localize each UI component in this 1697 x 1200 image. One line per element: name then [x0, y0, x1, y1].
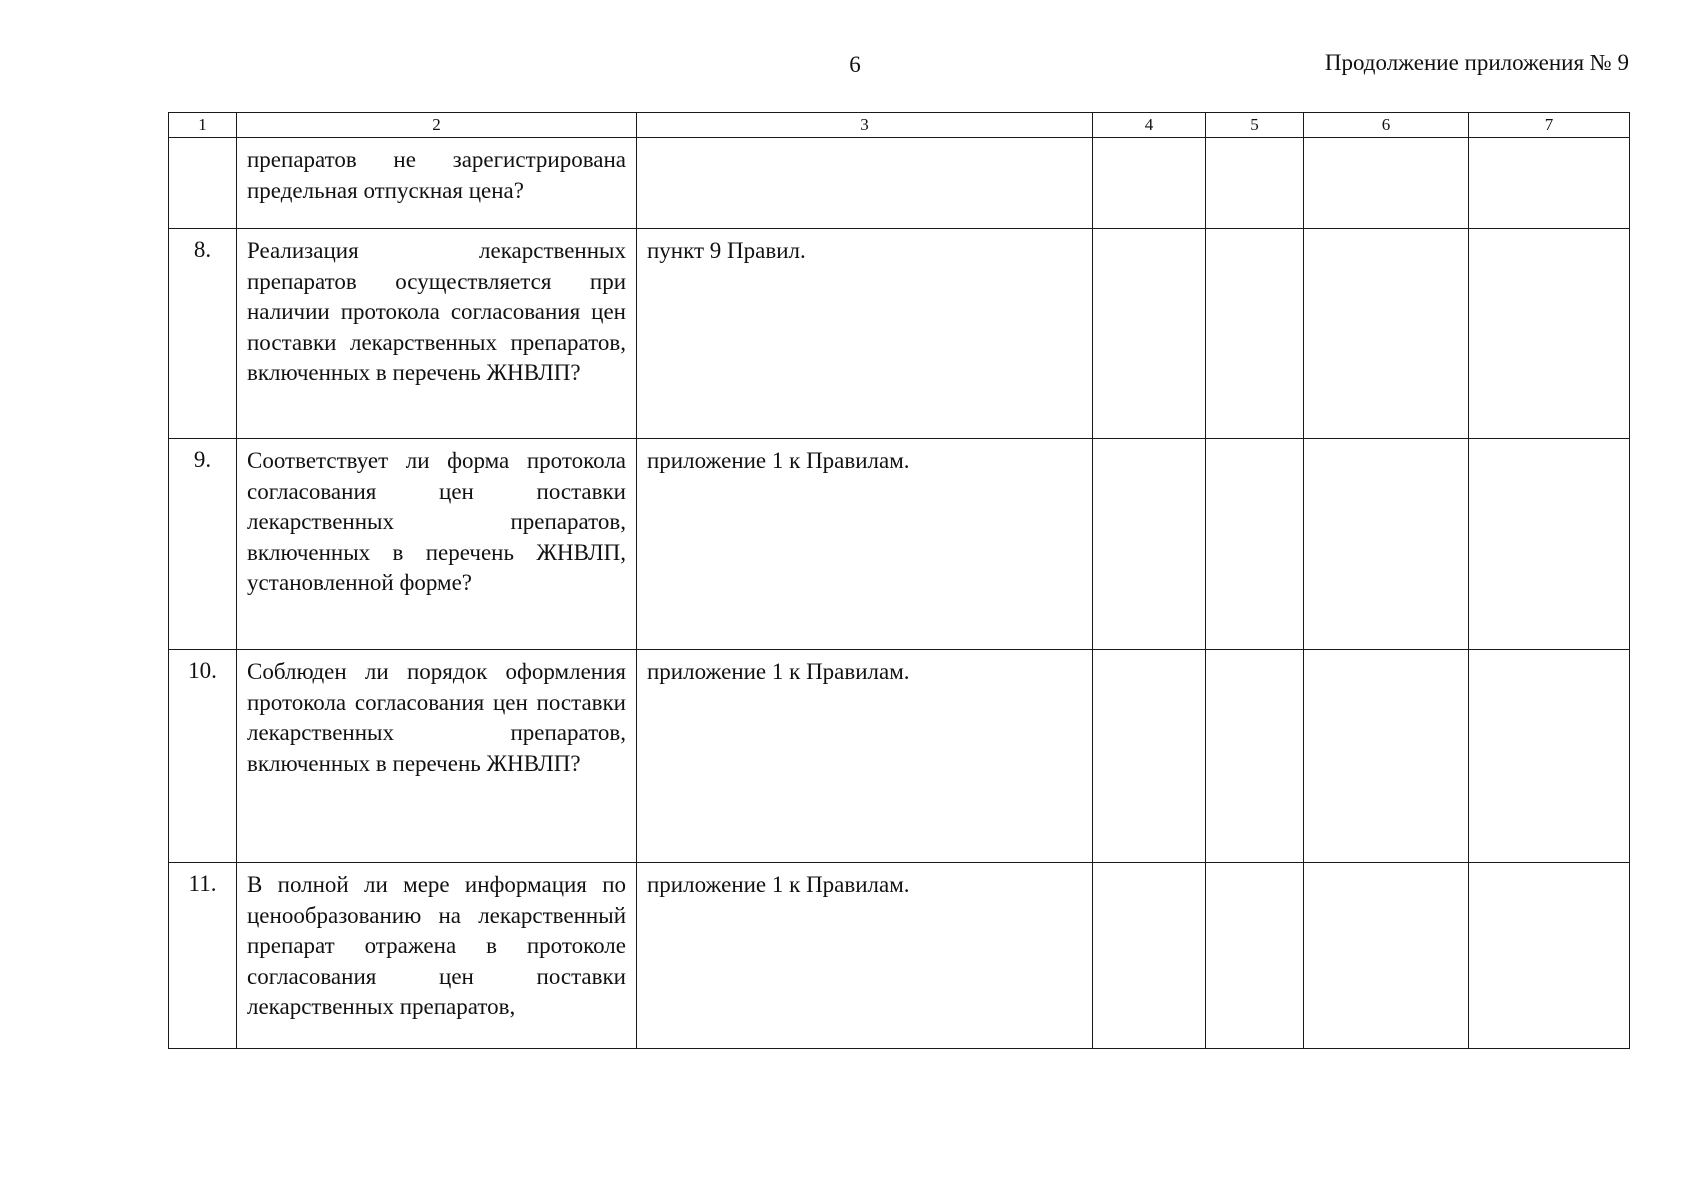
column-header-2: 2 — [237, 113, 637, 138]
reference-cell: приложение 1 к Правилам. — [637, 439, 1093, 650]
reference-cell — [637, 138, 1093, 229]
column-5-cell — [1206, 439, 1304, 650]
table-row — [169, 138, 1630, 229]
question-cell — [237, 229, 637, 439]
column-4-cell — [1093, 439, 1206, 650]
table-row — [169, 229, 1630, 439]
question-text: Соблюден ли порядок оформления протокола согласования цен поставки лекарственных препаратов, включенных в перечень ЖНВЛП? — [247, 659, 626, 776]
column-5-cell — [1206, 138, 1304, 229]
reference-cell: приложение 1 к Правилам. — [637, 650, 1093, 863]
question-text: В полной ли мере информация по ценообразованию на лекарственный препарат отражена в протоколе согласования цен поставки лекарственных препаратов, — [247, 872, 626, 1019]
column-6-cell — [1304, 138, 1469, 229]
table-row — [169, 650, 1630, 863]
column-5-cell — [1206, 863, 1304, 1049]
question-text: препаратов не зарегистрирована предельная отпускная цена? — [247, 147, 626, 203]
column-4-cell — [1093, 138, 1206, 229]
column-7-cell — [1469, 650, 1630, 863]
column-5-cell — [1206, 229, 1304, 439]
row-number: 10. — [169, 650, 237, 863]
reference-cell: приложение 1 к Правилам. — [637, 863, 1093, 1049]
reference-cell: пункт 9 Правил. — [637, 229, 1093, 439]
column-header-5: 5 — [1206, 113, 1304, 138]
column-4-cell — [1093, 650, 1206, 863]
column-number-row — [169, 113, 1630, 138]
column-7-cell — [1469, 863, 1630, 1049]
table-row — [169, 863, 1630, 1049]
column-6-cell — [1304, 650, 1469, 863]
column-6-cell — [1304, 439, 1469, 650]
column-6-cell — [1304, 229, 1469, 439]
question-cell — [237, 138, 637, 229]
column-7-cell — [1469, 439, 1630, 650]
column-header-6: 6 — [1304, 113, 1469, 138]
question-text: Реализация лекарственных препаратов осуществляется при наличии протокола согласования цен поставки лекарственных препаратов, включенных в перечень ЖНВЛП? — [247, 238, 626, 385]
column-header-3: 3 — [637, 113, 1093, 138]
page-number: 6 — [849, 52, 861, 77]
row-number: 8. — [169, 229, 237, 439]
row-number: 9. — [169, 439, 237, 650]
row-number: 11. — [169, 863, 237, 1049]
question-cell — [237, 863, 637, 1049]
column-4-cell — [1093, 229, 1206, 439]
column-header-4: 4 — [1093, 113, 1206, 138]
row-number — [169, 138, 237, 229]
table-row — [169, 439, 1630, 650]
column-6-cell — [1304, 863, 1469, 1049]
column-7-cell — [1469, 138, 1630, 229]
column-5-cell — [1206, 650, 1304, 863]
question-cell — [237, 650, 637, 863]
column-7-cell — [1469, 229, 1630, 439]
question-cell — [237, 439, 637, 650]
column-header-7: 7 — [1469, 113, 1630, 138]
question-text: Соответствует ли форма протокола согласования цен поставки лекарственных препаратов, включенных в перечень ЖНВЛП, установленной форме? — [247, 448, 626, 595]
column-header-1: 1 — [169, 113, 237, 138]
page-heading: Продолжение приложения № 9 — [1324, 50, 1629, 75]
column-4-cell — [1093, 863, 1206, 1049]
checklist-table — [168, 112, 1630, 1049]
